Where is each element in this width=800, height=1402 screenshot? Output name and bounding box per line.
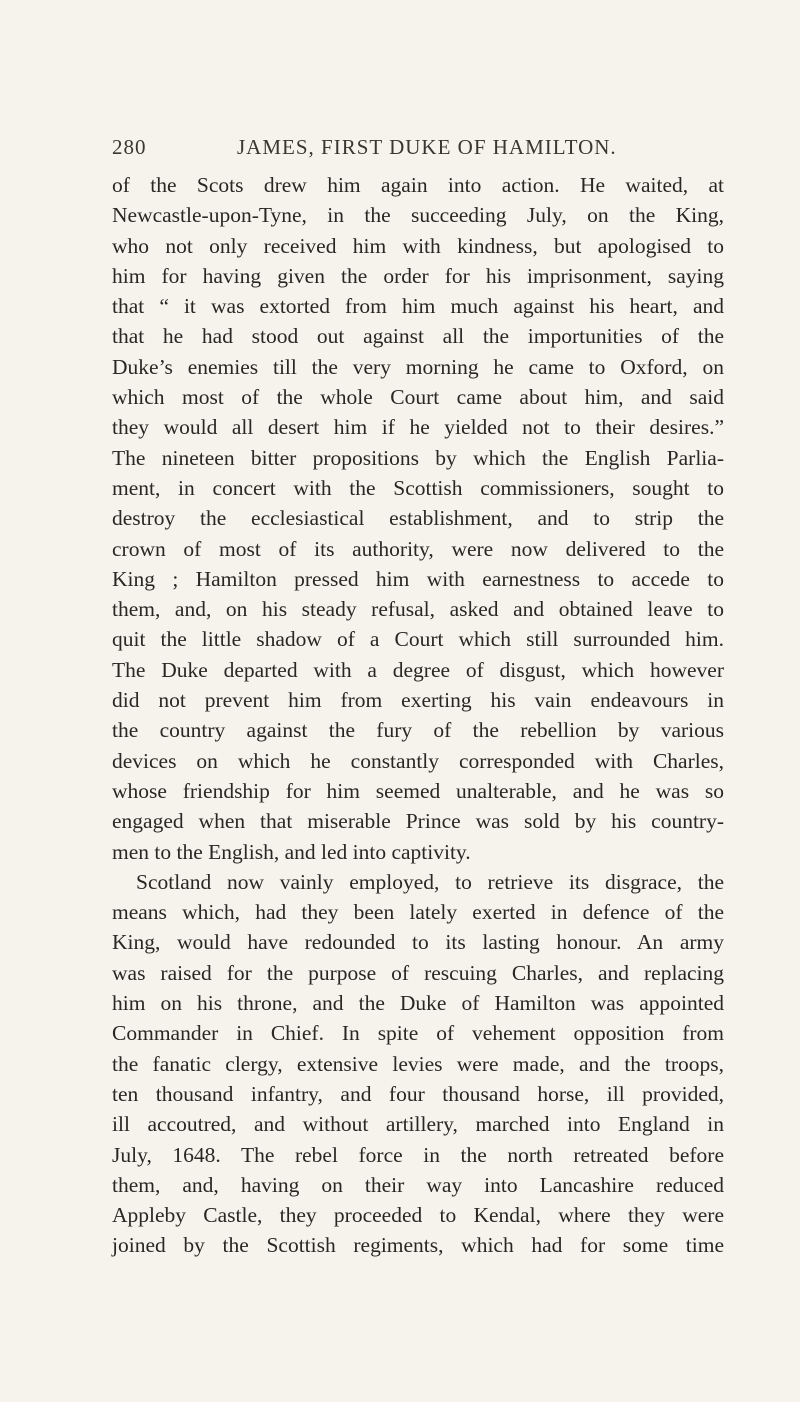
text-line: did not prevent him from exerting his vain endeavours in	[112, 688, 724, 713]
running-title: JAMES, FIRST DUKE OF HAMILTON.	[237, 135, 617, 159]
text-line: the country against the fury of the rebellion by various	[112, 718, 724, 743]
text-line: Newcastle-upon-Tyne, in the succeeding July, on the King,	[112, 203, 724, 228]
text-line: him for having given the order for his imprisonment, saying	[112, 263, 724, 288]
text-line: which most of the whole Court came about him, and said	[112, 385, 724, 410]
text-line: Appleby Castle, they proceeded to Kendal, where they were	[112, 1203, 724, 1228]
text-line: them, and, on his steady refusal, asked and obtained leave to	[112, 597, 724, 622]
text-line: joined by the Scottish regiments, which had for some time	[112, 1233, 724, 1258]
text-line: Scotland now vainly employed, to retrieve its disgrace, the	[136, 869, 724, 894]
text-line: crown of most of its authority, were now delivered to the	[112, 536, 724, 561]
text-line: destroy the ecclesiastical establishment, and to strip the	[112, 506, 724, 531]
text-line: engaged when that miserable Prince was sold by his country-	[112, 809, 724, 834]
text-line: King, would have redounded to its lasting honour. An army	[112, 930, 724, 955]
text-line: that he had stood out against all the importunities of the	[112, 324, 724, 349]
text-line: the fanatic clergy, extensive levies were made, and the troops,	[112, 1051, 724, 1076]
text-line: ill accoutred, and without artillery, marched into England in	[112, 1112, 724, 1137]
paragraph	[112, 867, 724, 1261]
paragraph	[112, 170, 724, 867]
text-line: The nineteen bitter propositions by which the English Parlia-	[112, 445, 724, 470]
text-line: The Duke departed with a degree of disgust, which however	[112, 657, 724, 682]
running-head	[112, 135, 702, 165]
body-text	[112, 170, 724, 1261]
text-line: men to the English, and led into captivity.	[112, 839, 471, 864]
text-line: ment, in concert with the Scottish commissioners, sought to	[112, 475, 724, 500]
text-line: was raised for the purpose of rescuing Charles, and replacing	[112, 960, 724, 985]
page-number: 280	[112, 135, 147, 159]
text-line: quit the little shadow of a Court which still surrounded him.	[112, 627, 724, 652]
text-line: them, and, having on their way into Lancashire reduced	[112, 1172, 724, 1197]
text-line: who not only received him with kindness, but apologised to	[112, 233, 724, 258]
text-line: ten thousand infantry, and four thousand horse, ill provided,	[112, 1081, 724, 1106]
text-line: Duke’s enemies till the very morning he came to Oxford, on	[112, 354, 724, 379]
text-line: him on his throne, and the Duke of Hamilton was appointed	[112, 991, 724, 1016]
text-line: of the Scots drew him again into action. He waited, at	[112, 173, 724, 197]
text-line: means which, had they been lately exerted in defence of the	[112, 900, 724, 925]
text-line: whose friendship for him seemed unalterable, and he was so	[112, 778, 724, 803]
text-line: July, 1648. The rebel force in the north retreated before	[112, 1142, 724, 1167]
text-line: that “ it was extorted from him much against his heart, and	[112, 294, 724, 319]
text-line: King ; Hamilton pressed him with earnestness to accede to	[112, 566, 724, 591]
text-line: devices on which he constantly corresponded with Charles,	[112, 748, 724, 773]
text-line: they would all desert him if he yielded not to their desires.”	[112, 415, 724, 440]
text-line: Commander in Chief. In spite of vehement opposition from	[112, 1021, 724, 1046]
